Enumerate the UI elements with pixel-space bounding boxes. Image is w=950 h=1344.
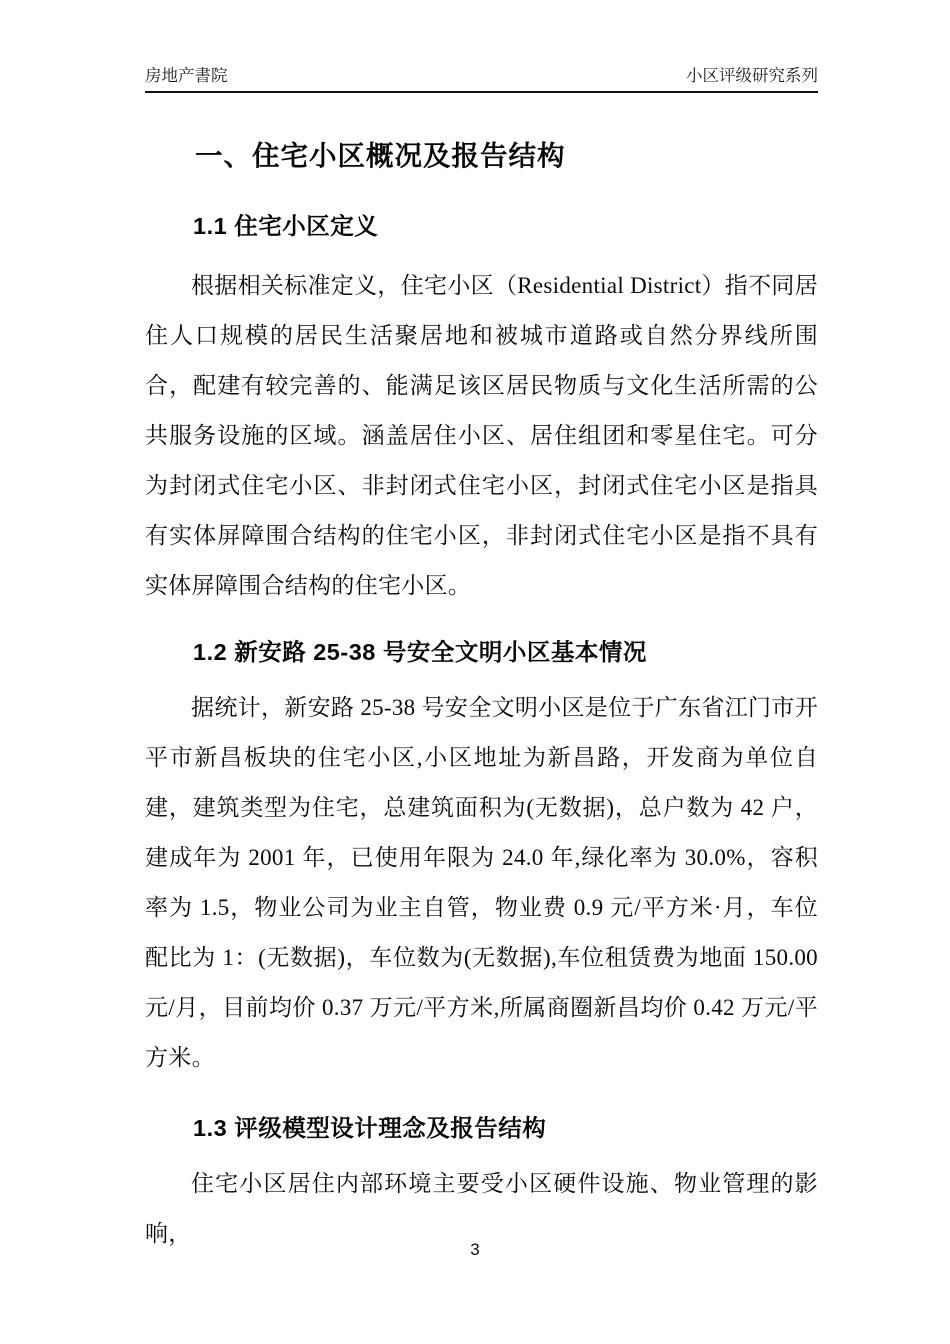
section-1-2 [145,637,818,1083]
page-number: 3 [470,1240,480,1259]
section-1-3-heading: 1.3 评级模型设计理念及报告结构 [193,1115,547,1141]
header-right-title: 小区评级研究系列 [686,67,818,85]
section-1-3 [145,1113,818,1259]
page-footer [0,1240,950,1260]
document-body [145,139,818,1259]
section-1-2-paragraph: 据统计，新安路 25-38 号安全文明小区是位于广东省江门市开平市新昌板块的住宅小区,小区地址为新昌路，开发商为单位自建，建筑类型为住宅，总建筑面积为(无数据)，总户数为 42 户，建成年为 2001 年，已使用年限为 24.0 年,绿化率为 30.0%，容积率为 1.5，物业公司为业主自管，物业费 0.9 元/平方米·月，车位配比为 1：(无数据)，车位数为(无数据),车位租赁费为地面 150.00 元/月，目前均价 0.37 万元/平方米,所属商圈新昌均价 0.42 万元/平方米。 [145,695,818,1070]
header-left-title: 房地产書院 [145,67,228,85]
chapter-title: 一、住宅小区概况及报告结构 [195,140,566,171]
header-divider [145,91,818,93]
section-1-1 [145,211,818,611]
page-header [145,0,818,91]
section-1-2-heading: 1.2 新安路 25-38 号安全文明小区基本情况 [193,639,647,665]
section-1-3-paragraph: 住宅小区居住内部环境主要受小区硬件设施、物业管理的影响， [145,1171,818,1246]
section-1-1-paragraph: 根据相关标准定义，住宅小区（Residential District）指不同居住人口规模的居民生活聚居地和被城市道路或自然分界线所围合，配建有较完善的、能满足该区居民物质与文化生活所需的公共服务设施的区域。涵盖居住小区、居住组团和零星住宅。可分为封闭式住宅小区、非封闭式住宅小区，封闭式住宅小区是指具有实体屏障围合结构的住宅小区，非封闭式住宅小区是指不具有实体屏障围合结构的住宅小区。 [145,273,818,598]
section-1-1-heading: 1.1 住宅小区定义 [193,213,379,239]
